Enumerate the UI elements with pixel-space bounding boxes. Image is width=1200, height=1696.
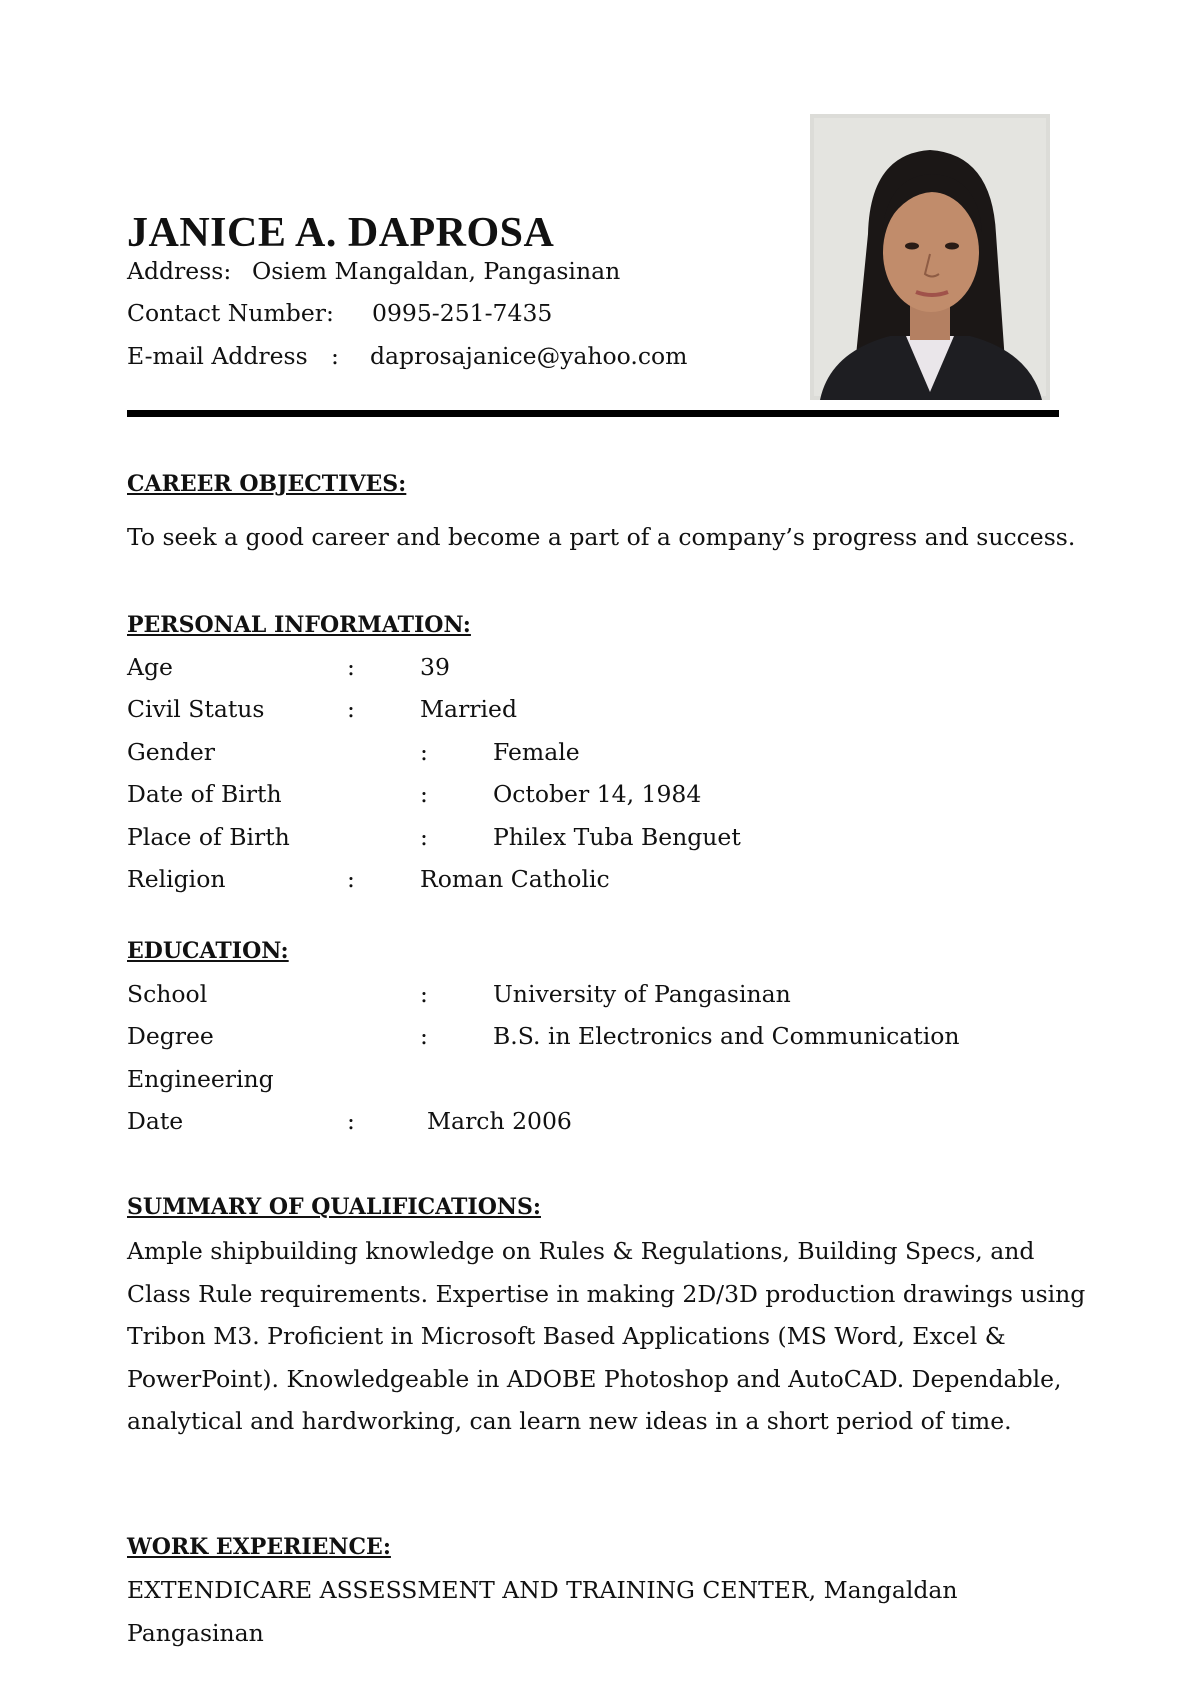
personal-label-date-of-birth: Date of Birth: [127, 780, 282, 808]
personal-colon: :: [347, 653, 355, 681]
personal-colon: :: [420, 738, 428, 766]
personal-value-religion: Roman Catholic: [420, 865, 610, 893]
personal-value-civil-status: Married: [420, 695, 518, 723]
education-colon: :: [420, 980, 428, 1008]
education-value-school: University of Pangasinan: [493, 980, 791, 1008]
email-value: daprosajanice@yahoo.com: [370, 342, 688, 370]
qualifications-text: Ample shipbuilding knowledge on Rules & Regulations, Building Specs, and Class Rule requirements. Expertise in making 2D/3D production drawings using Tribon M3. Proficient in Microsoft Based Applications (MS Word, Excel & PowerPoint). Knowledgeable in ADOBE Photoshop and AutoCAD. Dependable, analytical and hardworking, can learn new ideas in a short period of time.: [127, 1237, 1086, 1435]
personal-label-gender: Gender: [127, 738, 215, 766]
personal-colon: :: [347, 695, 355, 723]
contact-value: 0995-251-7435: [372, 299, 553, 327]
email-colon: :: [331, 342, 339, 370]
personal-label-place-of-birth: Place of Birth: [127, 823, 290, 851]
education-colon: :: [347, 1107, 355, 1135]
personal-colon: :: [420, 780, 428, 808]
personal-label-civil-status: Civil Status: [127, 695, 265, 723]
education-heading: EDUCATION:: [127, 938, 289, 964]
address-value: Osiem Mangaldan, Pangasinan: [252, 257, 621, 285]
education-label-degree: Degree: [127, 1022, 214, 1050]
work-experience-heading: WORK EXPERIENCE:: [127, 1534, 391, 1560]
address-label: Address:: [127, 257, 232, 285]
career-objectives-heading: CAREER OBJECTIVES:: [127, 471, 407, 497]
qualifications-heading: SUMMARY OF QUALIFICATIONS:: [127, 1194, 541, 1220]
education-value-date: March 2006: [427, 1107, 572, 1135]
personal-label-religion: Religion: [127, 865, 226, 893]
education-label-school: School: [127, 980, 208, 1008]
personal-value-date-of-birth: October 14, 1984: [493, 780, 702, 808]
education-label-date: Date: [127, 1107, 184, 1135]
email-label: E-mail Address: [127, 342, 308, 370]
personal-information-heading: PERSONAL INFORMATION:: [127, 612, 471, 638]
personal-value-age: 39: [420, 653, 450, 681]
contact-label: Contact Number:: [127, 299, 334, 327]
education-value-degree-continued: Engineering: [127, 1065, 274, 1093]
education-value-degree: B.S. in Electronics and Communication: [493, 1022, 960, 1050]
work-experience-employer: EXTENDICARE ASSESSMENT AND TRAINING CENTER, Mangaldan: [127, 1576, 958, 1604]
education-colon: :: [420, 1022, 428, 1050]
personal-colon: :: [347, 865, 355, 893]
applicant-name: JANICE A. DAPROSA: [127, 210, 555, 256]
personal-label-age: Age: [127, 653, 173, 681]
personal-value-place-of-birth: Philex Tuba Benguet: [493, 823, 741, 851]
header-divider: [127, 410, 1059, 417]
applicant-photo: [810, 114, 1050, 400]
work-experience-location: Pangasinan: [127, 1619, 264, 1647]
personal-value-gender: Female: [493, 738, 580, 766]
career-objectives-text: To seek a good career and become a part of a company’s progress and success.: [127, 523, 1076, 551]
personal-colon: :: [420, 823, 428, 851]
